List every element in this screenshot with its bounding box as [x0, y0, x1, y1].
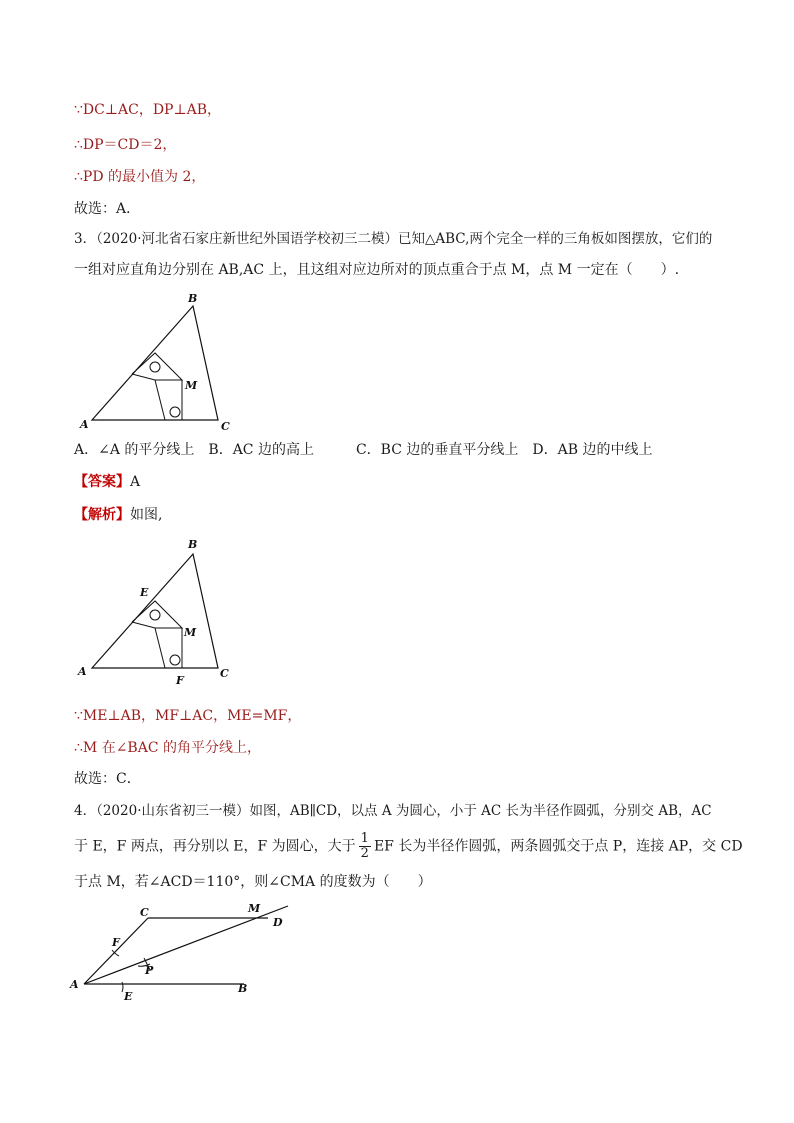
- label-p-q4: P: [145, 964, 154, 977]
- analysis-text: 如图,: [130, 507, 163, 523]
- answer-tag: 【答案】: [74, 474, 130, 490]
- circle-mark-2: [170, 407, 180, 417]
- analysis-tag: 【解析】: [74, 507, 130, 523]
- label-b-q4: B: [238, 982, 248, 995]
- label-b: B: [188, 292, 198, 305]
- label-c-q4: C: [140, 906, 149, 919]
- answer-value: A: [130, 474, 141, 490]
- label-e-q4: E: [124, 990, 133, 1003]
- q3-solution-line-2: ∴M 在∠BAC 的角平分线上，: [74, 740, 261, 756]
- label-f-q4: F: [112, 936, 120, 949]
- triangle-abc: [92, 306, 218, 420]
- prev-solution-line-1: ∵DC⊥AC，DP⊥AB，: [74, 102, 222, 118]
- fraction-numerator: 1: [360, 831, 369, 846]
- fraction-half: [359, 832, 371, 861]
- label-a-q4: A: [70, 978, 79, 991]
- q3-analysis-figure: [70, 536, 250, 686]
- prev-solution-choice: 故选：A．: [74, 201, 141, 217]
- label-a: A: [80, 418, 89, 431]
- label-d-q4: D: [273, 916, 283, 929]
- q4-stem-line-1: 4．（2020·山东省初三一模）如图，AB∥CD，以点 A 为圆心，小于 AC 长为半径作圆弧，分别交 AB，AC: [74, 803, 712, 819]
- label-m: M: [185, 379, 198, 392]
- label-a-2: A: [78, 665, 87, 678]
- q3-figure: [70, 288, 250, 436]
- q3-answer: [74, 472, 140, 492]
- q3-solution-line-1: ∵ME⊥AB，MF⊥AC，ME=MF，: [74, 708, 302, 724]
- q3-stem-line-1: 3．（2020·河北省石家庄新世纪外国语学校初三二模）已知△ABC,两个完全一样的三角板如图摆放，它们的: [74, 231, 713, 247]
- label-c: C: [221, 420, 230, 433]
- fraction-denominator: 2: [360, 846, 369, 861]
- label-m-q4: M: [248, 902, 261, 915]
- triangle-abc-2: [92, 554, 218, 668]
- q4-stem-line-2: [74, 832, 743, 861]
- q3-analysis: [74, 505, 162, 525]
- q3-options: A．∠A 的平分线上 B．AC 边的高上 C．BC 边的垂直平分线上 D．AB 边的中线上: [74, 442, 653, 458]
- q4-stem-line-3: 于点 M，若∠ACD＝110°，则∠CMA 的度数为（ ）: [74, 874, 432, 890]
- q4-line2-pre: 于 E，F 两点，再分别以 E，F 为圆心，大于: [74, 838, 356, 855]
- set-square-2: [155, 380, 182, 420]
- q3-solution-choice: 故选：C．: [74, 771, 141, 787]
- q3-stem-line-2: 一组对应直角边分别在 AB,AC 上，且这组对应边所对的顶点重合于点 M，点 M 一定在（ ）.: [74, 262, 680, 278]
- label-c-2: C: [220, 667, 229, 680]
- label-b-2: B: [188, 538, 198, 551]
- prev-solution-line-2: ∴DP＝CD＝2，: [74, 137, 177, 153]
- q4-figure: [68, 898, 298, 1004]
- label-m-2: M: [184, 626, 197, 639]
- circle-mark-1: [150, 362, 160, 372]
- line-ac: [84, 918, 148, 984]
- q4-line2-post: EF 长为半径作圆弧，两条圆弧交于点 P，连接 AP，交 CD: [373, 838, 743, 855]
- prev-solution-line-3: ∴PD 的最小值为 2，: [74, 169, 206, 185]
- label-f: F: [176, 674, 184, 686]
- set-square-1: [132, 353, 182, 380]
- label-e: E: [140, 586, 149, 599]
